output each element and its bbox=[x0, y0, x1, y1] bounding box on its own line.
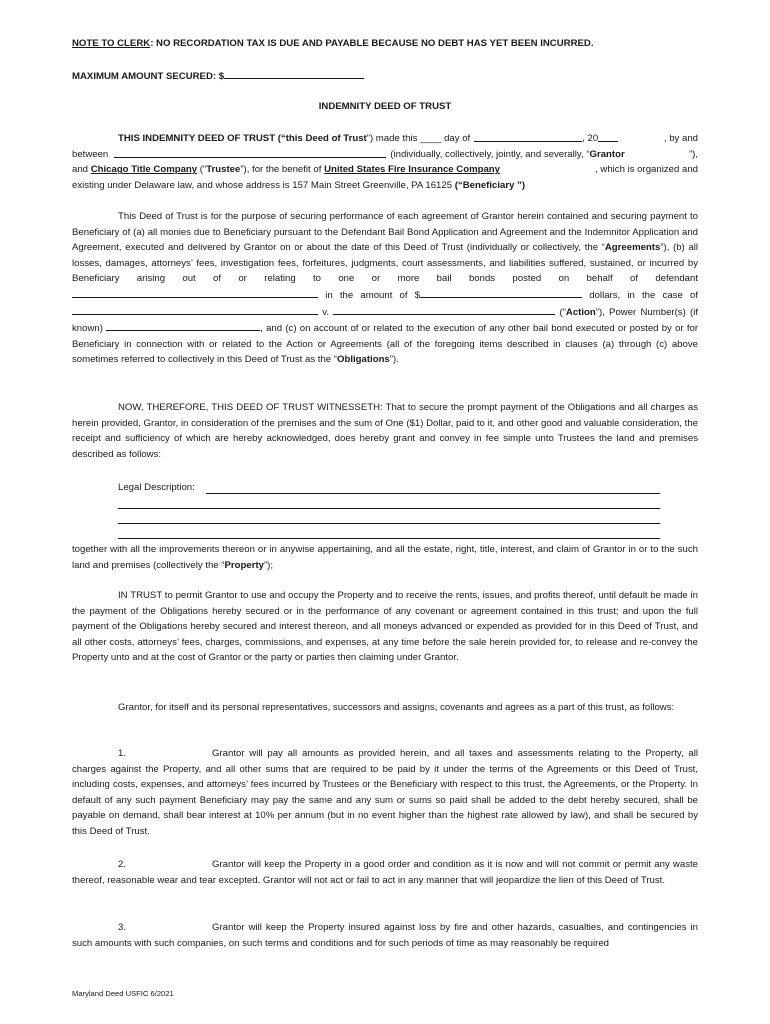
day-blank bbox=[474, 131, 582, 142]
note-to-clerk-label: NOTE TO CLERK bbox=[72, 38, 151, 49]
document-title: INDEMNITY DEED OF TRUST bbox=[318, 101, 452, 112]
case-defendant-blank bbox=[333, 304, 555, 315]
note-to-clerk: NOTE TO CLERK: NO RECORDATION TAX IS DUE AND PAYABLE BECAUSE NO DEBT HAS YET BEEN INCURRED. bbox=[72, 38, 594, 49]
maximum-amount-secured: MAXIMUM AMOUNT SECURED: $ bbox=[72, 68, 698, 85]
legal-description-line-3 bbox=[118, 522, 660, 524]
power-number-blank bbox=[106, 320, 260, 331]
in-trust-paragraph: IN TRUST to permit Grantor to use and occupy the Property and to receive the rents, issues, and profits thereof, until default be made in the payment of the Obligations hereby secured or in the performance of any covenant or agreement contained in this trust; and upon the full payment of the Obligations hereby secured and interest thereon, and all moneys advanced or expended as provided for in this Deed of Trust, and all other costs, attorneys’ fees, charges, commissions, and expenses, at any time before the sale herein provided for, to release and re-convey the Property unto and at the cost of Grantor or the party or parties then claiming under Grantor. bbox=[72, 590, 698, 664]
witnesseth-paragraph: NOW, THEREFORE, THIS DEED OF TRUST WITNESSETH: That to secure the prompt payment of the Obligations and all charges as herein provided, Grantor, in consideration of the premises and the sum of One ($1) Dollar, paid to it, and other good and valuable consideration, the receipt and sufficiency of which are hereby acknowledged, does hereby grant and convey in fee simple unto Trustees the land and premises described as follows: bbox=[72, 402, 698, 460]
covenant-item-1: 1. Grantor will pay all amounts as provided herein, and all taxes and assessments relating to the Property, all charges against the Property, and all other sums that are required to be paid by it under the terms of the Agreements or this Deed of Trust, including costs, expenses, and attorneys’ fees incurred by Trustees or the Beneficiary with respect to this trust, the Agreements, or the Property. In default of any such payment Beneficiary may pay the same and any sum or sums so paid shall be added to the debt hereby secured, shall be payable on demand, shall bear interest at 10% per annum (but in no event higher than the highest rate allowed by law), and shall be secured by this Deed of Trust. bbox=[72, 748, 698, 837]
bond-amount-blank bbox=[420, 287, 582, 298]
case-plaintiff-blank bbox=[72, 304, 318, 315]
document-page bbox=[72, 0, 698, 1024]
purpose-paragraph: This Deed of Trust is for the purpose of securing performance of each agreement of Grantor herein contained and securing payment to Beneficiary of (a) all monies due to Beneficiary pursuant to the Defendant Bail Bond Application and Agreement and the Indemnitor Application and Agreement, executed and delivered by Grantor on or about the date of this Deed of Trust (individually or collectively, the “Agreements”), (b) all losses, damages, attorneys’ fees, investigation fees, forfeitures, judgments, court assessments, and liabilities suffered, sustained, or incurred by Beneficiary arising out of or relating to one or more bail bonds posted on behalf of defendant in the amount of $ dollars, in the case of v. (“Action”), Power Number(s) (if known) , and (c) on account of or related to the execution of any other bail bond executed or posted by or for Beneficiary in connection with or related to the Action or Agreements (all of the foregoing items described in clauses (a) through (c) above sometimes referred to collectively in this Deed of Trust as the “Obligations”). bbox=[72, 211, 699, 366]
legal-description-line-2 bbox=[118, 507, 660, 509]
property-paragraph: together with all the improvements thereon or in anywise appertaining, and all the estate, right, title, interest, and claim of Grantor in or to the such land and premises (collectively the “Property”); bbox=[72, 544, 698, 571]
covenant-item-3: 3. Grantor will keep the Property insured against loss by fire and other hazards, casualties, and contingencies in such amounts with such companies, on such terms and conditions and for such periods of time as may reasonably be required bbox=[72, 922, 698, 949]
amount-blank bbox=[224, 68, 364, 79]
covenant-item-2: 2. Grantor will keep the Property in a good order and condition as it is now and will not commit or permit any waste thereof, reasonable wear and tear excepted. Grantor will not act or fail to act in any manner that will jeopardize the lien of this Deed of Trust. bbox=[72, 859, 698, 886]
legal-description: Legal Description: bbox=[118, 482, 195, 493]
covenants-intro: Grantor, for itself and its personal representatives, successors and assigns, covenants and agrees as a part of this trust, as follows: bbox=[118, 702, 675, 713]
page-footer: Maryland Deed USFIC 6/2021 bbox=[72, 989, 174, 998]
grantor-blank bbox=[114, 147, 386, 158]
legal-description-line-1 bbox=[206, 492, 660, 494]
year-blank bbox=[598, 131, 618, 142]
opening-paragraph: THIS INDEMNITY DEED OF TRUST (“ this Deed of Trust ”) made this ____ day of , 20 , by and between (individually, collectively, jointly, and severally, “ Grantor ”), and Chicago Title Company (“ Trustee ”), for the benefit of United States Fire Insurance Company , which is organized and existing under Delaware law, and whose address is 157 Main Street Greenville, PA 16125 (“Beneficiary ”) bbox=[72, 133, 698, 191]
legal-description-line-4 bbox=[118, 537, 660, 539]
defendant-blank bbox=[72, 287, 318, 298]
